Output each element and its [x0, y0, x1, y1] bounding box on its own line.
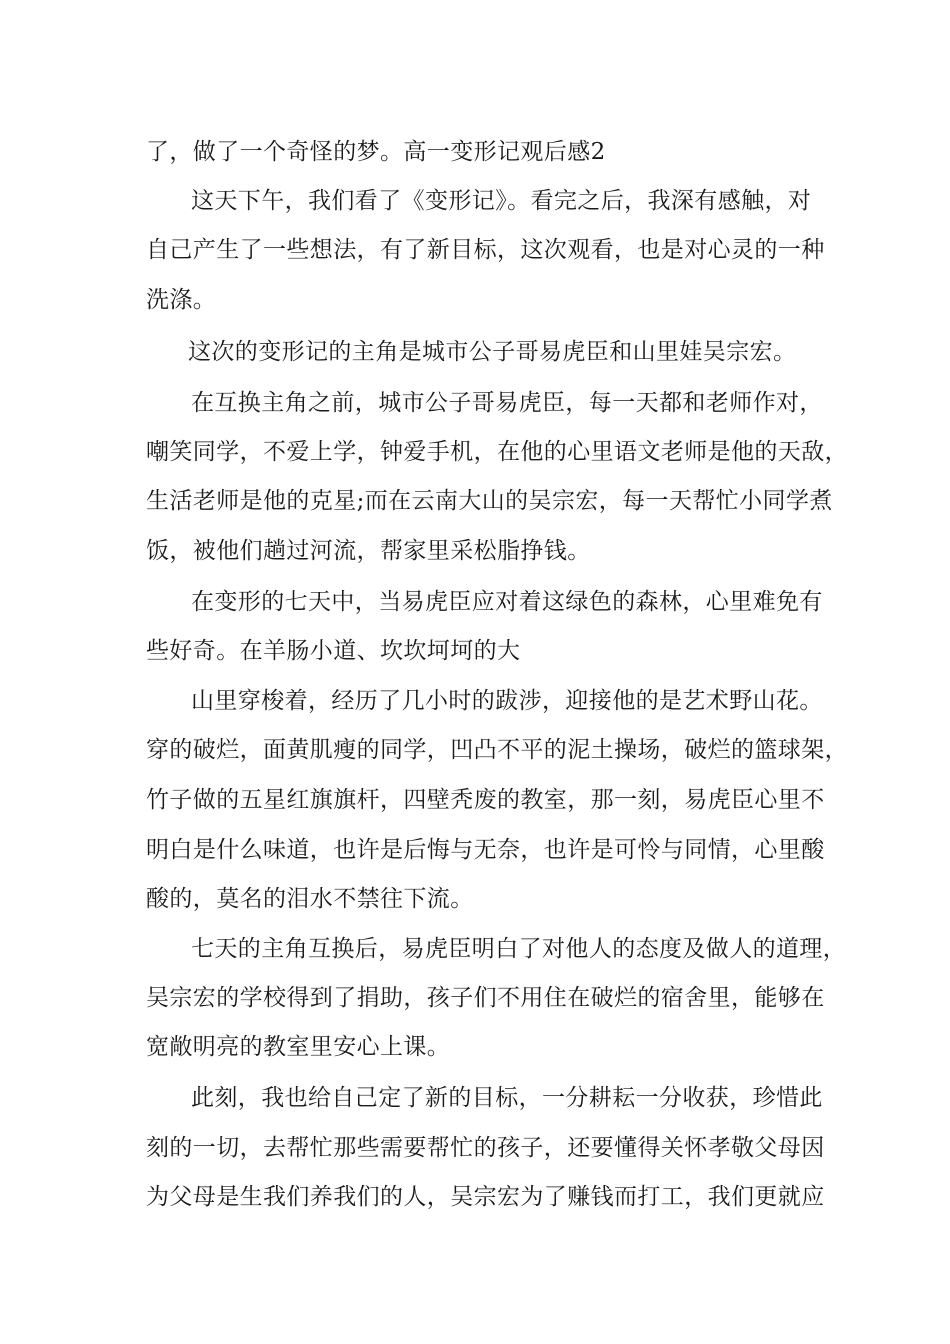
text-line: 洗涤。 — [146, 287, 217, 313]
text-line: 在变形的七天中，当易虎臣应对着这绿色的森林，心里难免有 — [191, 589, 823, 615]
text-line: 嘲笑同学，不爱上学，钟爱手机，在他的心里语文老师是他的天敌， — [146, 439, 848, 465]
text-line: 酸的，莫名的泪水不禁往下流。 — [146, 886, 474, 912]
text-line: 此刻，我也给自己定了新的目标，一分耕耘一分收获，珍惜此 — [191, 1085, 823, 1111]
text-line: 宽敞明亮的教室里安心上课。 — [146, 1034, 451, 1060]
text-line: 七天的主角互换后，易虎臣明白了对他人的态度及做人的道理， — [191, 936, 847, 962]
text-line: 在互换主角之前，城市公子哥易虎臣，每一天都和老师作对， — [191, 390, 823, 416]
text-line: 吴宗宏的学校得到了捐助，孩子们不用住在破烂的宿舍里，能够在 — [146, 985, 825, 1011]
text-line: 这天下午，我们看了《变形记》。看完之后，我深有感触，对 — [191, 188, 812, 214]
text-line: 明白是什么味道，也许是后悔与无奈，也许是可怜与同情，心里酸 — [146, 837, 825, 863]
text-line: 为父母是生我们养我们的人，吴宗宏为了赚钱而打工，我们更就应 — [146, 1184, 825, 1210]
text-line: 竹子做的五星红旗旗杆，四壁秃废的教室，那一刻，易虎臣心里不 — [146, 787, 825, 813]
text-line: 这次的变形记的主角是城市公子哥易虎臣和山里娃吴宗宏。 — [188, 339, 797, 365]
text-line: 饭，被他们趟过河流，帮家里采松脂挣钱。 — [146, 538, 591, 564]
text-line: 山里穿梭着，经历了几小时的跋涉，迎接他的是艺术野山花。 — [191, 688, 823, 714]
text-line: 了，做了一个奇怪的梦。高一变形记观后感2 — [146, 139, 606, 165]
text-line: 刻的一切，去帮忙那些需要帮忙的孩子，还要懂得关怀孝敬父母因 — [146, 1135, 825, 1161]
text-line: 些好奇。在羊肠小道、坎坎坷坷的大 — [146, 638, 521, 664]
text-line: 自己产生了一些想法，有了新目标，这次观看，也是对心灵的一种 — [146, 237, 825, 263]
text-line: 生活老师是他的克星;而在云南大山的吴宗宏，每一天帮忙小同学煮 — [146, 488, 833, 514]
text-line: 穿的破烂，面黄肌瘦的同学，凹凸不平的泥土操场，破烂的篮球架， — [146, 737, 848, 763]
